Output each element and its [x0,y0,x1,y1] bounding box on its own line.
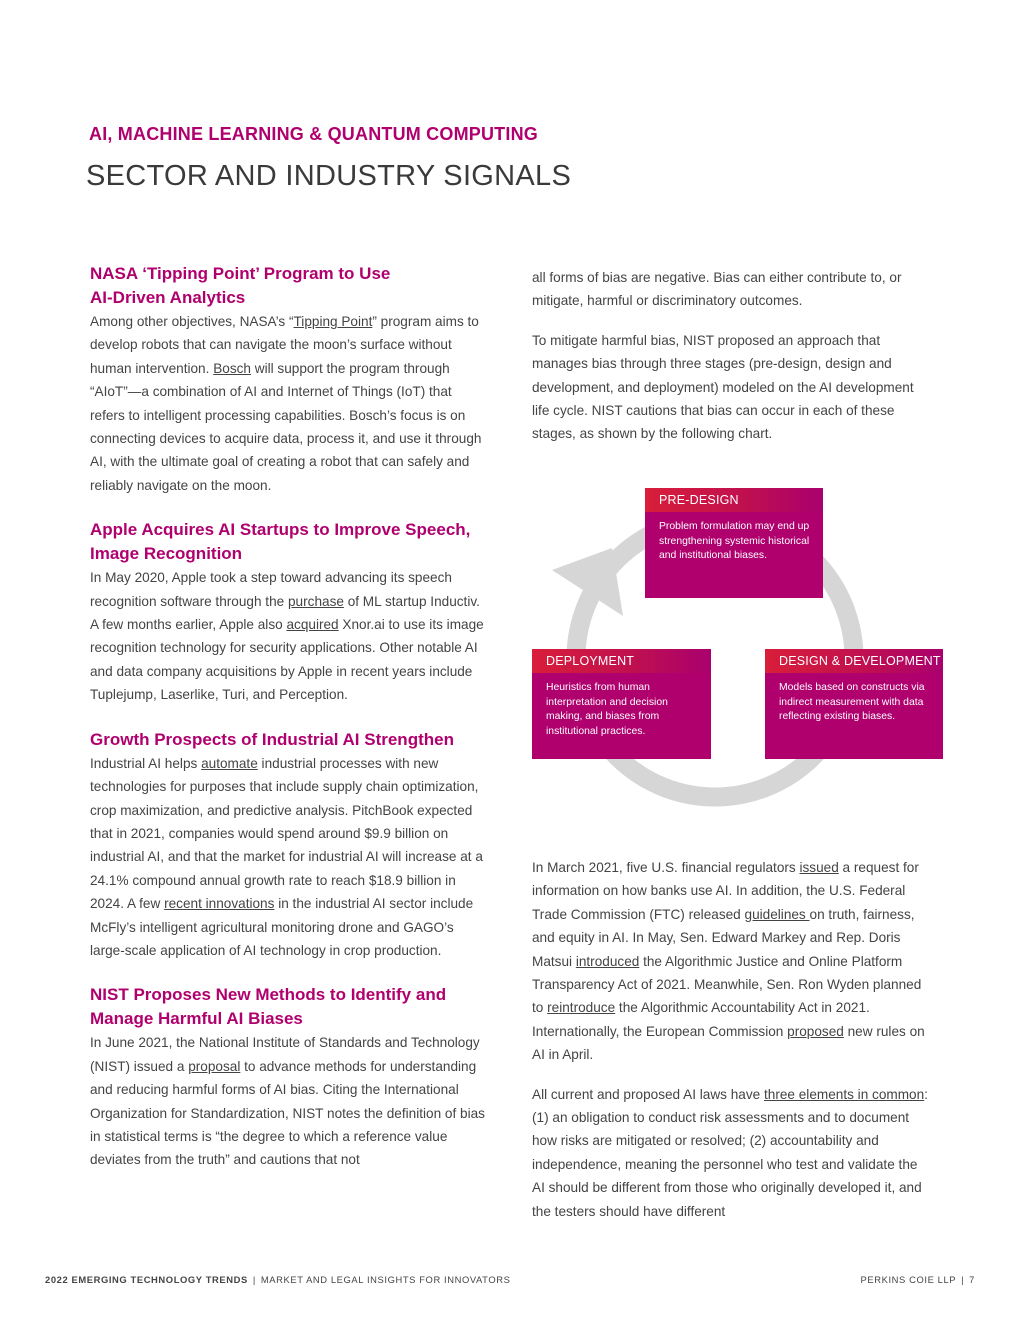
recent-innovations-link[interactable]: recent innovations [164,896,275,912]
acquired-link[interactable]: acquired [286,617,339,633]
text-run: : (1) an obligation to conduct risk assessments and to document how risks are mitigated or resolved; (2) accountability and independence, meaning the personnel who test and validate the AI should be different from those who originally developed it, and the testers should have different [532,1086,928,1219]
text-run: In May 2020, Apple took a step toward advancing its speech recognition software through the [90,570,452,609]
text-run: new rules on AI in April. [532,1023,925,1063]
nasa-heading-line-2: AI-Driven Analytics [90,288,246,307]
text-run: of ML startup Inductiv. A few months earlier, Apple also [90,593,480,633]
left-column [90,262,490,1172]
nist-approach-paragraph: To mitigate harmful bias, NIST proposed an approach that manages bias through three stages (pre-design, design and development, and deployment) modeled on the AI development life cycle. NIST cautions that bias can occur in each of these stages, as shown by the following chart. [532,332,914,442]
apple-heading-line-1: Apple Acquires AI Startups to Improve Speech, [90,520,471,540]
text-run: the Algorithmic Accountability Act in 2021. Internationally, the European Commission [532,1000,870,1039]
apple-heading-line-2: Image Recognition [90,544,243,564]
firm-name: PERKINS COIE LLP [860,1274,957,1285]
deployment-text: Heuristics from human interpretation and decision making, and biases from institutional practices. [546,682,668,737]
bosch-link[interactable]: Bosch [213,360,251,376]
footer-separator: | [252,1274,256,1285]
text-run: will support the program through “AIoT”—a combination of AI and Internet of Things (IoT) that refers to intelligent processing capabilities. Bosch’s focus is on connecting devices to acquire data, process it, and use it through AI, with the ultimate goal of creating a robot that can safely and reliably navigate on the moon. [90,360,482,493]
nasa-heading-line-1: NASA ‘Tipping Point’ Program to Use [90,264,391,283]
design-development-text: Models based on constructs via indirect measurement with data reflecting existing biases. [779,682,925,723]
text-run: ” program aims to develop robots that can navigate the moon’s surface without human intervention. [90,314,479,376]
design-development-title: DESIGN & DEVELOPMENT [765,649,943,673]
proposed-link[interactable]: proposed [787,1023,844,1039]
nist-heading-line-1: NIST Proposes New Methods to Identify and [90,985,447,1005]
text-run: a request for information on how banks use AI. In addition, the U.S. Federal Trade Commission (FTC) released [532,860,919,922]
text-run: in the industrial AI sector include McFly’s intelligent agricultural monitoring drone and GAGO’s large-scale application of AI technology in crop production. [90,896,474,958]
footer-right [861,1274,975,1285]
apple-paragraph [90,566,490,706]
page-title: SECTOR AND INDUSTRY SIGNALS [86,160,572,192]
text-run: Xnor.ai to use its image recognition technology for security applications. Other notable AI and data company acquisitions by Apple in recent years include Tuplejump, Laserlike, Turi, and Perception. [90,617,484,703]
proposal-link[interactable]: proposal [188,1058,241,1074]
reintroduce-link[interactable]: reintroduce [547,1000,616,1016]
pre-design-title: PRE-DESIGN [645,488,823,512]
deployment-box [532,649,711,759]
text-run: Industrial AI helps [90,755,202,771]
section-eyebrow: AI, MACHINE LEARNING & QUANTUM COMPUTING [89,124,538,144]
text-run: In June 2021, the National Institute of Standards and Technology (NIST) issued a [90,1035,480,1074]
footer-separator: | [961,1274,965,1285]
guidelines-link[interactable]: guidelines [744,906,810,922]
text-run: industrial processes with new technologies for purposes that include supply chain optimization, crop maximization, and predictive analysis. PitchBook expected that in 2021, companies would spend around $9.9 billion on industrial AI, and that the market for industrial AI will increase at a 24.1% compound annual growth rate to reach $18.9 billion in 2024. A few [90,755,483,912]
bias-paragraph: all forms of bias are negative. Bias can either contribute to, or mitigate, harmful or discriminatory outcomes. [532,270,902,309]
introduced-link[interactable]: introduced [575,953,640,969]
text-run: to advance methods for understanding and reducing harmful forms of AI bias. Citing the International Organization for Standardization, NIST notes the definition of bias in statistical terms is “the degree to which a reference value deviates from the truth” and cautions that not [90,1058,485,1168]
regulators-paragraph [532,856,932,1067]
pre-design-box [645,488,823,598]
report-title: 2022 EMERGING TECHNOLOGY TRENDS [45,1274,248,1285]
nist-heading [90,983,490,1031]
apple-heading [90,518,490,566]
footer-left [45,1274,510,1285]
ai-laws-paragraph [532,1083,932,1223]
text-run: Among other objectives, NASA’s “ [90,314,294,329]
nasa-paragraph [90,310,490,497]
tipping-point-link[interactable]: Tipping Point [293,314,373,329]
text-run: All current and proposed AI laws have [532,1086,764,1102]
purchase-link[interactable]: purchase [288,593,344,609]
text-run: In March 2021, five U.S. financial regulators [532,860,800,875]
industrial-paragraph [90,752,490,963]
design-development-box [765,649,943,759]
bias-lifecycle-diagram [530,486,944,810]
right-column-bottom [532,856,932,1223]
pre-design-text: Problem formulation may end up strengthening systemic historical and institutional biases. [659,521,810,562]
page-number: 7 [969,1274,975,1285]
right-column-top [532,266,932,446]
report-subtitle: MARKET AND LEGAL INSIGHTS FOR INNOVATORS [260,1274,511,1285]
industrial-heading: Growth Prospects of Industrial AI Strengthen [90,729,454,749]
nist-heading-line-2: Manage Harmful AI Biases [90,1009,303,1029]
deployment-title: DEPLOYMENT [532,649,711,673]
text-run: the Algorithmic Justice and Online Platform Transparency Act of 2021. Meanwhile, Sen. Ron Wyden planned to [532,953,922,1016]
nist-paragraph [90,1031,490,1171]
issued-link[interactable]: issued [799,860,839,875]
nasa-heading [90,262,490,310]
three-elements-link[interactable]: three elements in common [763,1086,925,1102]
text-run: on truth, fairness, and equity in AI. In May, Sen. Edward Markey and Rep. Doris Matsui [532,906,915,969]
automate-link[interactable]: automate [201,755,258,771]
